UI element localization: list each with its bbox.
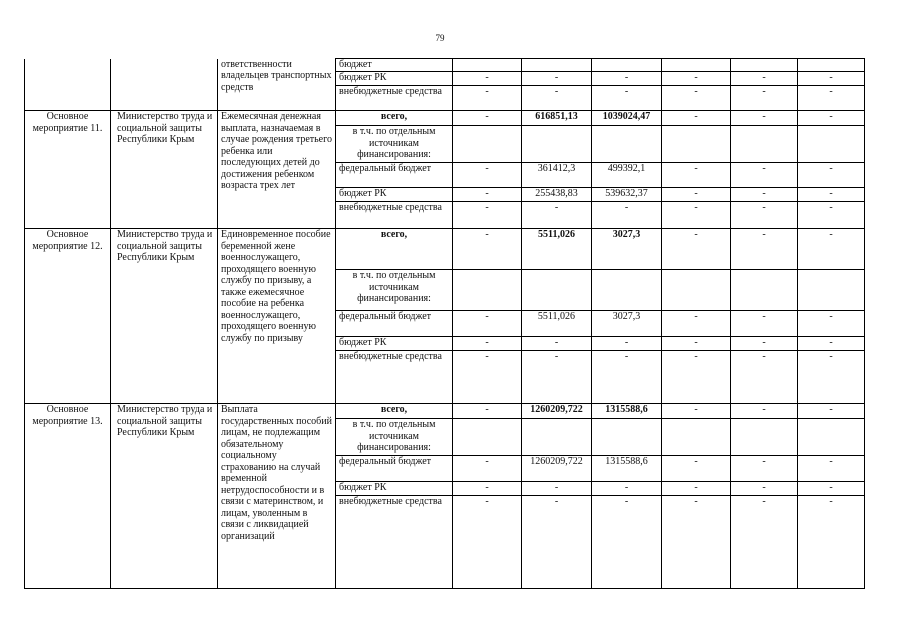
value-cell: - bbox=[798, 456, 865, 482]
value-cell: - bbox=[522, 482, 592, 496]
status-cell bbox=[25, 59, 111, 111]
value-cell: - bbox=[592, 202, 662, 229]
value-cell bbox=[798, 59, 865, 72]
value-cell: - bbox=[798, 482, 865, 496]
value-cell: - bbox=[731, 337, 798, 351]
source-cell: внебюджетные средства bbox=[336, 496, 453, 589]
value-cell bbox=[522, 270, 592, 311]
value-cell: - bbox=[731, 311, 798, 337]
value-cell: - bbox=[798, 496, 865, 589]
value-cell: - bbox=[798, 72, 865, 86]
source-cell: бюджет РК bbox=[336, 188, 453, 202]
source-cell: бюджет РК bbox=[336, 337, 453, 351]
source-cell: бюджет РК bbox=[336, 72, 453, 86]
value-cell: - bbox=[731, 86, 798, 111]
description-cell: ответственности владельцев транспортных средств bbox=[218, 59, 336, 111]
value-cell bbox=[453, 59, 522, 72]
source-cell: внебюджетные средства bbox=[336, 202, 453, 229]
value-cell: - bbox=[453, 202, 522, 229]
value-cell: - bbox=[731, 404, 798, 419]
value-cell: - bbox=[662, 202, 731, 229]
value-cell: - bbox=[453, 351, 522, 404]
value-cell: - bbox=[798, 111, 865, 126]
value-cell: - bbox=[453, 111, 522, 126]
value-cell: - bbox=[662, 456, 731, 482]
value-cell: - bbox=[662, 404, 731, 419]
source-cell: федеральный бюджет bbox=[336, 311, 453, 337]
value-cell: - bbox=[798, 337, 865, 351]
value-cell: - bbox=[731, 351, 798, 404]
value-cell: - bbox=[453, 163, 522, 188]
table-row bbox=[25, 229, 865, 270]
source-cell: федеральный бюджет bbox=[336, 456, 453, 482]
value-cell: - bbox=[522, 86, 592, 111]
value-cell: - bbox=[453, 404, 522, 419]
status-cell: Основное мероприятие 11. bbox=[25, 111, 111, 229]
value-cell: - bbox=[731, 72, 798, 86]
value-cell: - bbox=[592, 337, 662, 351]
value-cell: - bbox=[592, 86, 662, 111]
value-cell: - bbox=[798, 188, 865, 202]
value-cell: 255438,83 bbox=[522, 188, 592, 202]
value-cell: - bbox=[662, 86, 731, 111]
source-cell: бюджет РК bbox=[336, 482, 453, 496]
source-note-cell: в т.ч. по отдельным источникам финансирования: bbox=[336, 419, 453, 456]
value-cell: - bbox=[731, 482, 798, 496]
value-cell bbox=[453, 126, 522, 163]
value-cell: - bbox=[798, 404, 865, 419]
value-cell: - bbox=[662, 311, 731, 337]
value-cell bbox=[592, 126, 662, 163]
value-cell: - bbox=[453, 496, 522, 589]
value-cell bbox=[731, 270, 798, 311]
value-cell: - bbox=[731, 456, 798, 482]
value-cell bbox=[592, 59, 662, 72]
executor-cell: Министерство труда и социальной защиты Республики Крым bbox=[111, 404, 218, 589]
value-cell: - bbox=[453, 86, 522, 111]
value-cell: - bbox=[662, 496, 731, 589]
value-cell: - bbox=[592, 482, 662, 496]
value-cell bbox=[592, 419, 662, 456]
value-cell: - bbox=[522, 337, 592, 351]
value-cell: - bbox=[798, 163, 865, 188]
source-total-cell: всего, bbox=[336, 229, 453, 270]
value-cell: 5511,026 bbox=[522, 311, 592, 337]
value-cell: - bbox=[522, 202, 592, 229]
description-cell: Единовременное пособие беременной жене военнослужащего, проходящего военную службу по призыву, а также ежемесячное пособие на ребенка военнослужащего, проходящего военную службу по призыву bbox=[218, 229, 336, 404]
value-cell: - bbox=[731, 202, 798, 229]
value-cell bbox=[731, 419, 798, 456]
value-cell bbox=[662, 126, 731, 163]
value-cell: - bbox=[798, 202, 865, 229]
table-body bbox=[25, 59, 865, 589]
value-cell: - bbox=[798, 351, 865, 404]
value-cell bbox=[453, 419, 522, 456]
description-cell: Выплата государственных пособий лицам, не подлежащим обязательному социальному страхованию на случай временной нетрудоспособности и в связи с материнством, и лицам, уволенным в связи с ликвидацией организаций bbox=[218, 404, 336, 589]
value-cell: - bbox=[731, 111, 798, 126]
value-cell: - bbox=[798, 229, 865, 270]
value-cell: - bbox=[662, 72, 731, 86]
value-cell bbox=[522, 419, 592, 456]
value-cell bbox=[662, 59, 731, 72]
value-cell bbox=[662, 419, 731, 456]
source-note-cell: в т.ч. по отдельным источникам финансирования: bbox=[336, 270, 453, 311]
value-cell: - bbox=[731, 163, 798, 188]
value-cell bbox=[522, 59, 592, 72]
value-cell: - bbox=[662, 482, 731, 496]
value-cell: - bbox=[522, 72, 592, 86]
value-cell bbox=[798, 126, 865, 163]
value-cell: - bbox=[662, 351, 731, 404]
value-cell: - bbox=[662, 188, 731, 202]
value-cell bbox=[731, 59, 798, 72]
value-cell: - bbox=[662, 111, 731, 126]
value-cell: 5511,026 bbox=[522, 229, 592, 270]
value-cell: - bbox=[453, 188, 522, 202]
source-total-cell: всего, bbox=[336, 404, 453, 419]
value-cell: 1260209,722 bbox=[522, 456, 592, 482]
table-row bbox=[25, 404, 865, 419]
table-row bbox=[25, 111, 865, 126]
value-cell bbox=[662, 270, 731, 311]
value-cell bbox=[798, 419, 865, 456]
value-cell: - bbox=[522, 496, 592, 589]
value-cell: - bbox=[662, 163, 731, 188]
value-cell: 539632,37 bbox=[592, 188, 662, 202]
value-cell: 1039024,47 bbox=[592, 111, 662, 126]
executor-cell: Министерство труда и социальной защиты Республики Крым bbox=[111, 111, 218, 229]
value-cell: - bbox=[522, 351, 592, 404]
value-cell: - bbox=[453, 229, 522, 270]
description-cell: Ежемесячная денежная выплата, назначаемая в случае рождения третьего ребенка или последующих детей до достижения ребенком возраста трех лет bbox=[218, 111, 336, 229]
value-cell: - bbox=[453, 482, 522, 496]
source-total-cell: всего, bbox=[336, 111, 453, 126]
value-cell bbox=[453, 270, 522, 311]
value-cell: - bbox=[731, 188, 798, 202]
value-cell bbox=[731, 126, 798, 163]
value-cell: - bbox=[662, 229, 731, 270]
executor-cell bbox=[111, 59, 218, 111]
value-cell: - bbox=[453, 311, 522, 337]
value-cell: 361412,3 bbox=[522, 163, 592, 188]
value-cell bbox=[798, 270, 865, 311]
value-cell: 1260209,722 bbox=[522, 404, 592, 419]
value-cell: - bbox=[453, 72, 522, 86]
status-cell: Основное мероприятие 12. bbox=[25, 229, 111, 404]
value-cell: - bbox=[453, 337, 522, 351]
source-cell: внебюджетные средства bbox=[336, 86, 453, 111]
financing-table bbox=[24, 58, 865, 589]
value-cell: - bbox=[731, 496, 798, 589]
source-cell: внебюджетные средства bbox=[336, 351, 453, 404]
value-cell: 3027,3 bbox=[592, 311, 662, 337]
source-cell: федеральный бюджет bbox=[336, 163, 453, 188]
value-cell bbox=[522, 126, 592, 163]
value-cell: 3027,3 bbox=[592, 229, 662, 270]
value-cell: - bbox=[453, 456, 522, 482]
value-cell: - bbox=[798, 86, 865, 111]
value-cell bbox=[592, 270, 662, 311]
value-cell: 499392,1 bbox=[592, 163, 662, 188]
source-note-cell: в т.ч. по отдельным источникам финансирования: bbox=[336, 126, 453, 163]
table-row bbox=[25, 59, 865, 72]
executor-cell: Министерство труда и социальной защиты Республики Крым bbox=[111, 229, 218, 404]
value-cell: - bbox=[798, 311, 865, 337]
page-number: 79 bbox=[435, 33, 445, 43]
status-cell: Основное мероприятие 13. bbox=[25, 404, 111, 589]
value-cell: 616851,13 bbox=[522, 111, 592, 126]
source-cell: бюджет bbox=[336, 59, 453, 72]
value-cell: 1315588,6 bbox=[592, 404, 662, 419]
value-cell: - bbox=[662, 337, 731, 351]
value-cell: - bbox=[592, 496, 662, 589]
value-cell: - bbox=[731, 229, 798, 270]
value-cell: 1315588,6 bbox=[592, 456, 662, 482]
value-cell: - bbox=[592, 351, 662, 404]
value-cell: - bbox=[592, 72, 662, 86]
